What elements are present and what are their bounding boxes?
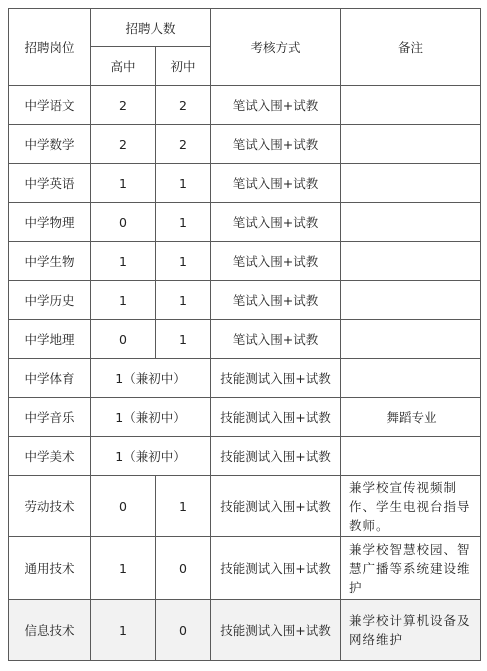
senior-count-cell: 1: [91, 242, 156, 281]
table-row: [9, 125, 481, 164]
recruitment-table: [8, 8, 481, 661]
table-row: [9, 537, 481, 600]
remark-cell: [341, 281, 481, 320]
junior-count-cell: 0: [156, 600, 211, 661]
remark-cell: 兼学校计算机设备及网络维护: [341, 600, 481, 661]
remark-cell: [341, 359, 481, 398]
senior-count-cell: 1: [91, 281, 156, 320]
method-cell: 技能测试入围+试教: [211, 476, 341, 537]
junior-count-cell: 1: [156, 320, 211, 359]
header-count: 招聘人数: [91, 9, 211, 47]
method-cell: 技能测试入围+试教: [211, 537, 341, 600]
table-row: [9, 281, 481, 320]
header-junior: 初中: [156, 47, 211, 86]
method-cell: 笔试入围+试教: [211, 281, 341, 320]
remark-cell: [341, 203, 481, 242]
remark-cell: 兼学校智慧校园、智慧广播等系统建设维护: [341, 537, 481, 600]
position-cell: 劳动技术: [9, 476, 91, 537]
junior-count-cell: 2: [156, 86, 211, 125]
table-row: [9, 359, 481, 398]
remark-cell: 舞蹈专业: [341, 398, 481, 437]
table-row: [9, 242, 481, 281]
count-merged-cell: 1（兼初中）: [91, 398, 211, 437]
junior-count-cell: 1: [156, 281, 211, 320]
header-senior: 高中: [91, 47, 156, 86]
remark-cell: [341, 125, 481, 164]
remark-cell: [341, 437, 481, 476]
count-merged-cell: 1（兼初中）: [91, 359, 211, 398]
table-row: [9, 437, 481, 476]
header-method: 考核方式: [211, 9, 341, 86]
remark-cell: [341, 164, 481, 203]
position-cell: 中学数学: [9, 125, 91, 164]
junior-count-cell: 1: [156, 242, 211, 281]
position-cell: 中学历史: [9, 281, 91, 320]
method-cell: 笔试入围+试教: [211, 320, 341, 359]
method-cell: 技能测试入围+试教: [211, 398, 341, 437]
method-cell: 技能测试入围+试教: [211, 600, 341, 661]
position-cell: 信息技术: [9, 600, 91, 661]
junior-count-cell: 1: [156, 476, 211, 537]
junior-count-cell: 1: [156, 203, 211, 242]
position-cell: 中学物理: [9, 203, 91, 242]
remark-cell: 兼学校宣传视频制作、学生电视台指导教师。: [341, 476, 481, 537]
position-cell: 中学英语: [9, 164, 91, 203]
position-cell: 中学音乐: [9, 398, 91, 437]
method-cell: 笔试入围+试教: [211, 125, 341, 164]
count-merged-cell: 1（兼初中）: [91, 437, 211, 476]
table-row: [9, 86, 481, 125]
table-row: [9, 320, 481, 359]
method-cell: 笔试入围+试教: [211, 164, 341, 203]
table-row: [9, 203, 481, 242]
position-cell: 通用技术: [9, 537, 91, 600]
position-cell: 中学美术: [9, 437, 91, 476]
senior-count-cell: 0: [91, 320, 156, 359]
senior-count-cell: 0: [91, 203, 156, 242]
remark-cell: [341, 320, 481, 359]
senior-count-cell: 1: [91, 164, 156, 203]
method-cell: 笔试入围+试教: [211, 86, 341, 125]
method-cell: 笔试入围+试教: [211, 242, 341, 281]
remark-cell: [341, 86, 481, 125]
header-remark: 备注: [341, 9, 481, 86]
senior-count-cell: 2: [91, 125, 156, 164]
table-row: [9, 600, 481, 661]
senior-count-cell: 1: [91, 600, 156, 661]
position-cell: 中学生物: [9, 242, 91, 281]
method-cell: 技能测试入围+试教: [211, 437, 341, 476]
junior-count-cell: 2: [156, 125, 211, 164]
position-cell: 中学地理: [9, 320, 91, 359]
table-row: [9, 398, 481, 437]
position-cell: 中学语文: [9, 86, 91, 125]
table-row: [9, 164, 481, 203]
position-cell: 中学体育: [9, 359, 91, 398]
senior-count-cell: 1: [91, 537, 156, 600]
method-cell: 笔试入围+试教: [211, 203, 341, 242]
header-position: 招聘岗位: [9, 9, 91, 86]
method-cell: 技能测试入围+试教: [211, 359, 341, 398]
table-row: [9, 476, 481, 537]
junior-count-cell: 1: [156, 164, 211, 203]
senior-count-cell: 0: [91, 476, 156, 537]
remark-cell: [341, 242, 481, 281]
senior-count-cell: 2: [91, 86, 156, 125]
junior-count-cell: 0: [156, 537, 211, 600]
